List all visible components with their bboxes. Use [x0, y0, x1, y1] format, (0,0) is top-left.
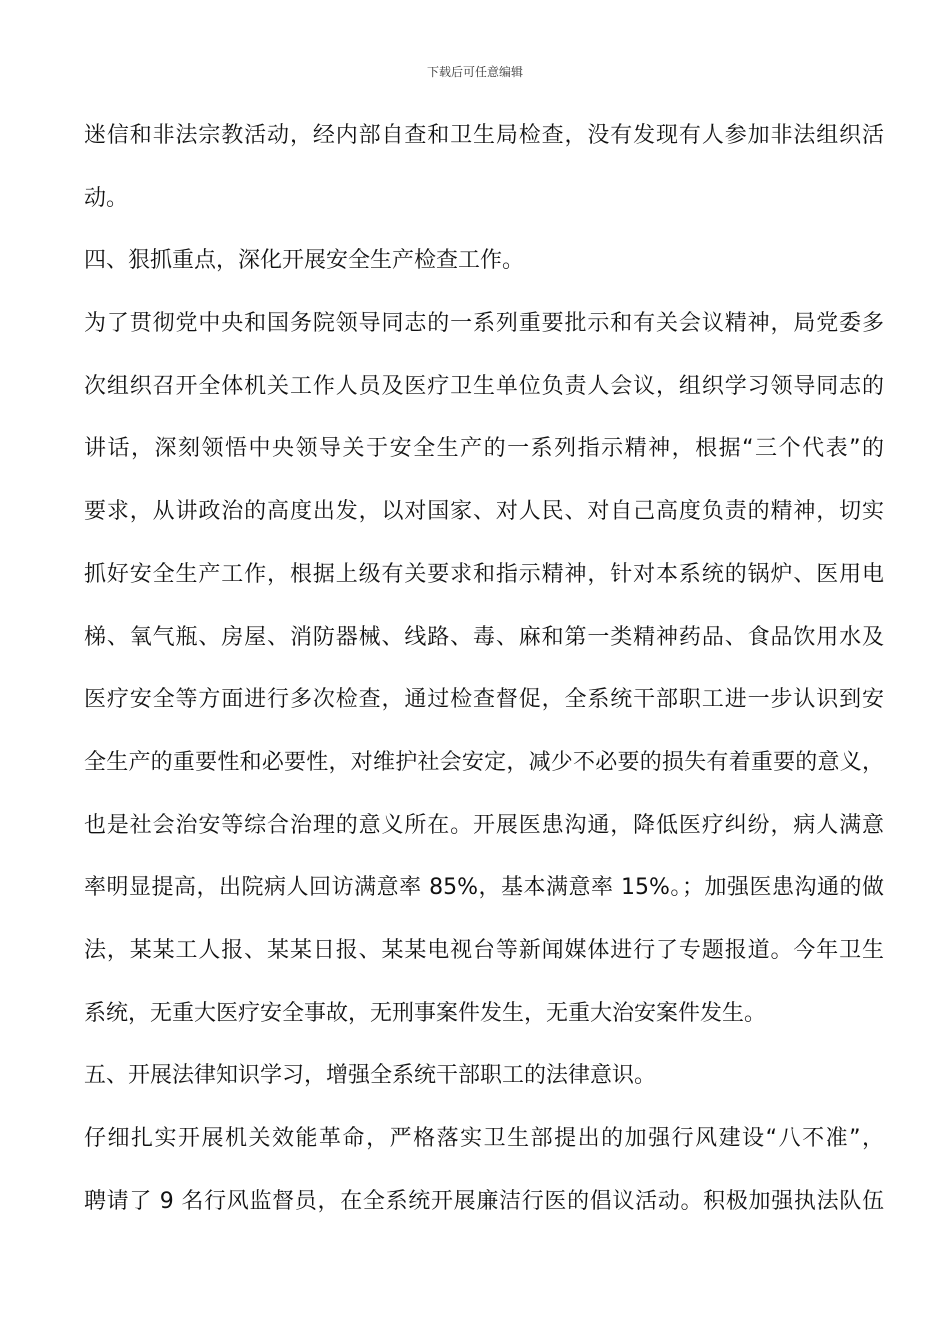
text-line: 聘请了 9 名行风监督员，在全系统开展廉洁行医的倡议活动。积极加强执法队伍 [84, 1188, 884, 1214]
text-line: 迷信和非法宗教活动，经内部自查和卫生局检查，没有发现有人参加非法组织活 [84, 123, 884, 148]
text-line: 动。 [84, 185, 129, 211]
text-line: 法，某某工人报、某某日报、某某电视台等新闻媒体进行了专题报道。今年卫生 [84, 937, 884, 963]
text-line: 系统，无重大医疗安全事故，无刑事案件发生，无重大治安案件发生。 [84, 1000, 767, 1026]
text-line: 次组织召开全体机关工作人员及医疗卫生单位负责人会议，组织学习领导同志的 [84, 373, 884, 399]
text-line: 抓好安全生产工作，根据上级有关要求和指示精神，针对本系统的锅炉、医用电 [84, 561, 884, 587]
text-line: 梯、氧气瓶、房屋、消防器械、线路、毒、麻和第一类精神药品、食品饮用水及 [84, 624, 884, 650]
text-line: 仔细扎实开展机关效能革命，严格落实卫生部提出的加强行风建设“八不准”， [84, 1126, 884, 1151]
text-line: 讲话，深刻领悟中央领导关于安全生产的一系列指示精神，根据“三个代表”的 [84, 436, 884, 462]
page-header-note: 下载后可任意编辑 [426, 65, 523, 79]
text-line: 率明显提高，出院病人回访满意率 85%，基本满意率 15%。；加强医患沟通的做 [84, 875, 884, 901]
text-line: 医疗安全等方面进行多次检查，通过检查督促，全系统干部职工进一步认识到安 [84, 687, 884, 713]
section-heading: 四、狠抓重点，深化开展安全生产检查工作。 [84, 248, 525, 274]
text-line: 全生产的重要性和必要性，对维护社会安定，减少不必要的损失有着重要的意义， [84, 749, 884, 775]
text-line: 要求，从讲政治的高度出发，以对国家、对人民、对自己高度负责的精神，切实 [84, 499, 884, 525]
section-heading: 五、开展法律知识学习，增强全系统干部职工的法律意识。 [84, 1063, 657, 1089]
text-line: 为了贯彻党中央和国务院领导同志的一系列重要批示和有关会议精神，局党委多 [84, 311, 884, 337]
document-body [84, 118, 884, 1246]
text-line: 也是社会治安等综合治理的意义所在。开展医患沟通，降低医疗纠纷，病人满意 [84, 812, 884, 838]
